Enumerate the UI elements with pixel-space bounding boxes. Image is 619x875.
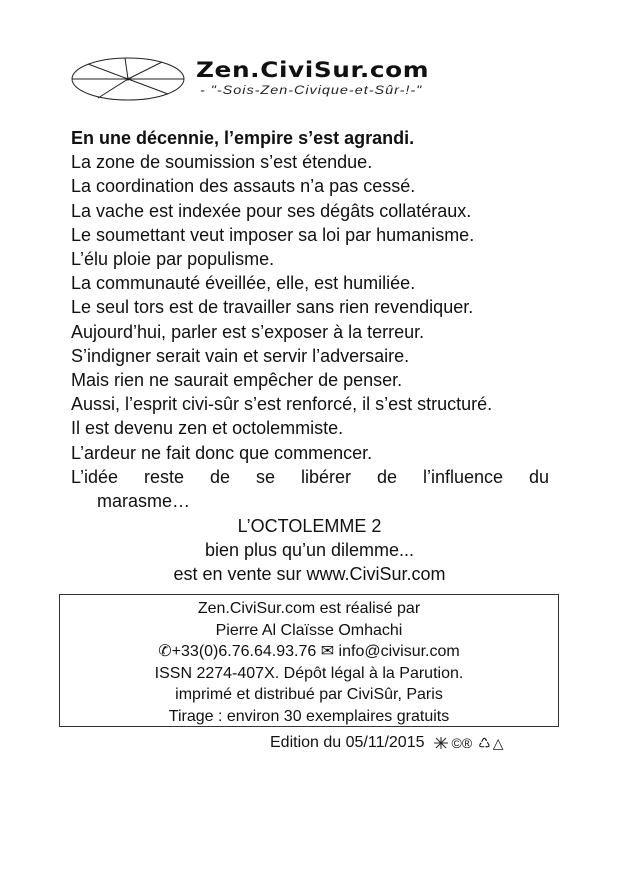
- poem-line: La zone de soumission s’est étendue.: [71, 152, 373, 173]
- promo-subtitle: bien plus qu’un dilemme...: [204, 540, 415, 560]
- phone-number: +33(0)6.76.64.93.76: [171, 643, 317, 660]
- poem-line: La communauté éveillée, elle, est humiliée.: [71, 273, 416, 294]
- author-name: Pierre Al Claïsse Omhachi: [215, 621, 403, 639]
- poem-line: L’ardeur ne fait donc que commencer.: [71, 442, 373, 463]
- poem-line: Aussi, l’esprit civi-sûr s’est renforcé, il s’est structuré.: [71, 394, 493, 415]
- wheel-ellipse-logo-icon: [70, 54, 186, 104]
- poem-line: Le seul tors est de travailler sans rien revendiquer.: [71, 297, 474, 318]
- printer-line: imprimé et distribué par CiviSûr, Paris: [175, 686, 443, 703]
- warning-triangle-icon: △: [492, 734, 504, 751]
- poem-line: La coordination des assauts n’a pas cessé.: [71, 176, 416, 197]
- poem-line: S’indigner serait vain et servir l’adversaire.: [71, 345, 410, 366]
- site-title: Zen.CiviSur.com: [196, 58, 430, 82]
- email-link[interactable]: info@civisur.com: [338, 643, 460, 660]
- phone-icon: ✆: [158, 643, 172, 660]
- poem-line: L’élu ploie par populisme.: [71, 249, 275, 270]
- edition-line: [270, 734, 503, 752]
- copyright-registered-icon: ©®: [451, 735, 473, 751]
- poem-line: L’idée reste de se libérer de l’influence du: [71, 466, 549, 487]
- recycle-icon: ♺: [478, 734, 491, 751]
- poem-line: Mais rien ne saurait empêcher de penser.: [71, 370, 403, 391]
- info-box: [59, 594, 559, 727]
- contact-line: [60, 641, 558, 663]
- site-tagline: - "-Sois-Zen-Civique-et-Sûr-!-": [200, 85, 423, 97]
- promo-block: [0, 514, 619, 586]
- promo-title: L’OCTOLEMME 2: [237, 516, 382, 536]
- mail-icon: ✉: [320, 643, 335, 660]
- poem-line: En une décennie, l’empire s’est agrandi.: [71, 128, 415, 148]
- poem-line: marasme…: [97, 491, 191, 512]
- poem-body: [71, 126, 549, 513]
- poem-line: La vache est indexée pour ses dégâts collatéraux.: [71, 200, 472, 221]
- edition-date: Edition du 05/11/2015: [270, 734, 425, 751]
- issn-line: ISSN 2274-407X. Dépôt légal à la Parution.: [154, 664, 464, 682]
- promo-sale-text: est en vente sur www.CiviSur.com: [173, 564, 446, 584]
- poem-line: Aujourd’hui, parler est s’exposer à la terreur.: [71, 321, 425, 342]
- credits-line: Zen.CiviSur.com est réalisé par: [197, 600, 421, 617]
- sparkle-icon: [431, 736, 451, 750]
- poem-line: Le soumettant veut imposer sa loi par humanisme.: [71, 224, 475, 245]
- print-run-line: Tirage : environ 30 exemplaires gratuits: [168, 707, 450, 725]
- poem-line: Il est devenu zen et octolemmiste.: [71, 418, 344, 439]
